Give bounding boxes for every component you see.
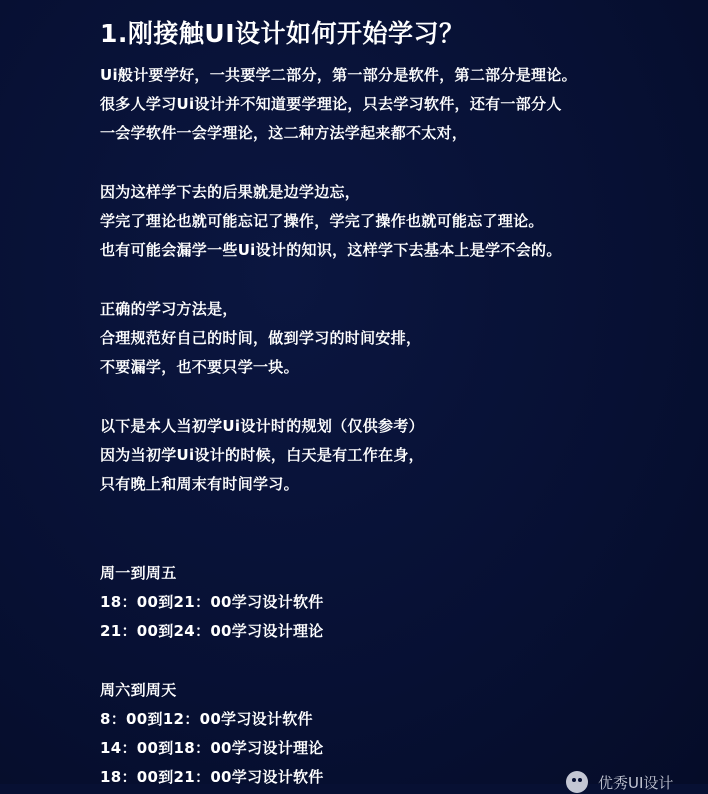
text-line: 也有可能会漏学一些Ui设计的知识，这样学下去基本上是学不会的。 — [100, 241, 562, 259]
text-line: 正确的学习方法是， — [100, 300, 238, 318]
schedule-item: 18：00到21：00学习设计软件 — [100, 768, 324, 786]
watermark — [566, 770, 673, 794]
schedule-heading: 周六到周天 — [100, 681, 177, 699]
text-line: 因为当初学Ui设计的时候，白天是有工作在身， — [100, 446, 424, 464]
schedule-heading: 周一到周五 — [100, 564, 177, 582]
text-line: 只有晚上和周末有时间学习。 — [100, 475, 299, 493]
text-line: 因为这样学下去的后果就是边学边忘， — [100, 183, 361, 201]
text-line: 不要漏学，也不要只学一块。 — [100, 358, 299, 376]
text-line: 合理规范好自己的时间，做到学习的时间安排， — [100, 329, 422, 347]
wechat-icon — [566, 771, 588, 793]
schedule-item: 18：00到21：00学习设计软件 — [100, 593, 324, 611]
text-line: 学完了理论也就可能忘记了操作，学完了操作也就可能忘了理论。 — [100, 212, 544, 230]
text-line: Ui般计要学好，一共要学二部分，第一部分是软件，第二部分是理论。 — [100, 66, 577, 84]
text-line: 一会学软件一会学理论，这二种方法学起来都不太对， — [100, 124, 468, 142]
article-title: 1.刚接触UI设计如何开始学习？ — [100, 19, 465, 48]
schedule-item: 14：00到18：00学习设计理论 — [100, 739, 324, 757]
watermark-text: 优秀UI设计 — [598, 773, 674, 792]
text-line: 以下是本人当初学Ui设计时的规划（仅供参考） — [100, 417, 424, 435]
text-line: 很多人学习Ui设计并不知道要学理论，只去学习软件，还有一部分人 — [100, 95, 562, 113]
schedule-item: 8：00到12：00学习设计软件 — [100, 710, 313, 728]
schedule-item: 21：00到24：00学习设计理论 — [100, 622, 324, 640]
